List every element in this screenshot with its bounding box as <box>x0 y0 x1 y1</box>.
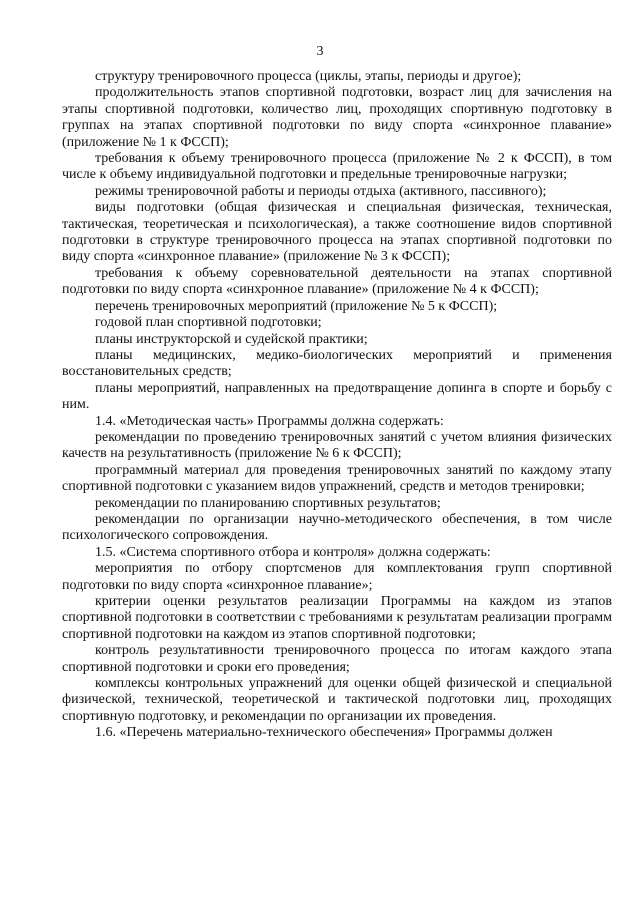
document-body <box>62 69 612 742</box>
paragraph: рекомендации по организации научно-методического обеспечения, в том числе психологического сопровождения. <box>62 511 612 544</box>
page-number: 3 <box>316 44 324 59</box>
section-heading: 1.5. «Система спортивного отбора и контроля» должна содержать: <box>95 544 491 560</box>
paragraph: рекомендации по проведению тренировочных занятий с учетом влияния физических качеств на результативность (приложение № 6 к ФССП); <box>62 429 612 462</box>
paragraph: требования к объему соревновательной деятельности на этапах спортивной подготовки по виду спорта «синхронное плавание» (приложение № 4 к ФССП); <box>62 265 612 298</box>
paragraph: комплексы контрольных упражнений для оценки общей физической и специальной физической, технической, теоретической и тактической подготовки лиц, проходящих спортивную подготовку, и рекомендации по организации их проведения. <box>62 676 612 724</box>
section-heading: 1.6. «Перечень материально-технического обеспечения» Программы должен <box>95 725 553 741</box>
paragraph: критерии оценки результатов реализации Программы на каждом из этапов спортивной подготовки в соответствии с требованиями к результатам реализации программ спортивной подготовки на каждом из этапов спортивной подготовки; <box>62 594 612 642</box>
paragraph: планы мероприятий, направленных на предотвращение допинга в спорте и борьбу с ним. <box>62 380 612 413</box>
paragraph: планы медицинских, медико-биологических мероприятий и применения восстановительных средств; <box>62 347 612 380</box>
section-heading: 1.4. «Методическая часть» Программы должна содержать: <box>95 413 444 429</box>
paragraph: планы инструкторской и судейской практики; <box>95 331 368 347</box>
paragraph: программный материал для проведения тренировочных занятий по каждому этапу спортивной подготовки с указанием видов упражнений, средств и методов тренировки; <box>62 462 612 495</box>
paragraph: продолжительность этапов спортивной подготовки, возраст лиц для зачисления на этапы спортивной подготовки, количество лиц, проходящих спортивную подготовку в группах на этапах спортивной подготовки по виду спорта «синхронное плавание» (приложение № 1 к ФССП); <box>62 85 612 150</box>
paragraph: мероприятия по отбору спортсменов для комплектования групп спортивной подготовки по виду спорта «синхронное плавание»; <box>62 561 612 593</box>
paragraph: рекомендации по планированию спортивных результатов; <box>95 495 441 511</box>
paragraph: структуру тренировочного процесса (циклы, этапы, периоды и другое); <box>95 69 522 84</box>
paragraph: контроль результативности тренировочного процесса по итогам каждого этапа спортивной подготовки и сроки его проведения; <box>62 643 612 675</box>
paragraph: виды подготовки (общая физическая и специальная физическая, техническая, тактическая, теоретическая и психологическая), а также соотношение видов спортивной подготовки в структуре тренировочного процесса на этапах спортивной подготовки по виду спорта «синхронное плавание» (приложение № 3 к ФССП); <box>62 200 612 265</box>
paragraph: требования к объему тренировочного процесса (приложение № 2 к ФССП), в том числе к объему индивидуальной подготовки и предельные тренировочные нагрузки; <box>62 151 612 183</box>
paragraph: годовой план спортивной подготовки; <box>95 315 322 331</box>
paragraph: перечень тренировочных мероприятий (приложение № 5 к ФССП); <box>95 298 498 314</box>
paragraph: режимы тренировочной работы и периоды отдыха (активного, пассивного); <box>95 183 547 199</box>
